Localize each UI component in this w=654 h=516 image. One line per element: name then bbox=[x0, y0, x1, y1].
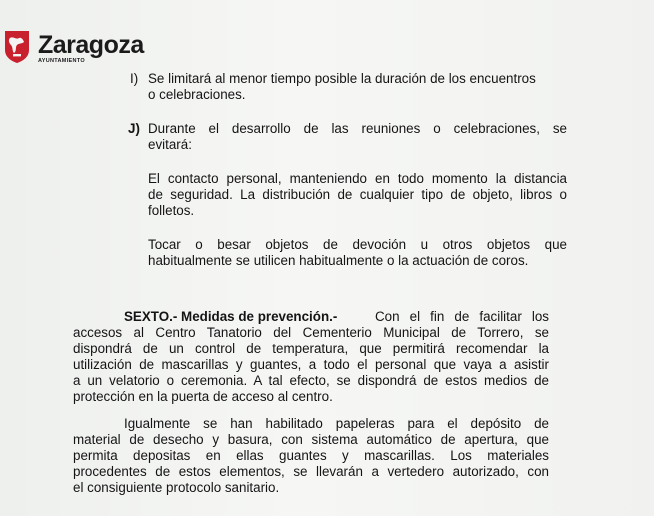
item-i-line1: Se limitará al menor tiempo posible la duración de los encuentros bbox=[148, 71, 536, 86]
sexto-p2-line4: procedentes de estos elementos, se llevarán a vertedero autorizado, con bbox=[73, 464, 549, 479]
sexto-p1-line5: a un velatorio o ceremonia. A tal efecto, se dispondrá de estos medios de bbox=[73, 373, 549, 388]
sexto-p1-line4: utilización de mascarillas y guantes, a todo el personal que vaya a asistir bbox=[73, 357, 549, 372]
sexto-p1-line2: accesos al Centro Tanatorio del Cementerio Municipal de Torrero, se bbox=[73, 325, 549, 340]
item-j-sub1-line1: El contacto personal, manteniendo en todo momento la distancia bbox=[148, 171, 567, 186]
sexto-p1-line6: protección en la puerta de acceso al centro. bbox=[73, 389, 333, 404]
item-i-line2: o celebraciones. bbox=[148, 87, 246, 102]
sexto-p2-line1: Igualmente se han habilitado papeleras para el depósito de bbox=[124, 416, 549, 431]
sexto-p2-line5: el consiguiente protocolo sanitario. bbox=[73, 480, 280, 495]
item-j-line2: evitará: bbox=[148, 137, 192, 152]
logo-wordmark: Zaragoza bbox=[38, 31, 144, 59]
item-j-sub2-line2: habitualmente se utilicen habitualmente o la actuación de coros. bbox=[148, 253, 529, 268]
sexto-p2-line2: material de desecho y basura, con sistema automático de apertura, que bbox=[73, 432, 549, 447]
sexto-p1-line1: Con el fin de facilitar los bbox=[375, 309, 549, 324]
item-j-sub2-line1: Tocar o besar objetos de devoción u otros objetos que bbox=[148, 237, 567, 252]
item-j-sub1-line2: de seguridad. La distribución de cualquier tipo de objeto, libros o bbox=[148, 187, 567, 202]
item-j-line1: Durante el desarrollo de las reuniones o celebraciones, se bbox=[148, 121, 567, 136]
sexto-heading: SEXTO.- Medidas de prevención.- bbox=[124, 309, 338, 324]
sexto-p1-line3: dispondrá de un control de temperatura, que permitirá recomendar la bbox=[73, 341, 549, 356]
sexto-p2-line3: permita depositas en ellas guantes y mascarillas. Los materiales bbox=[73, 448, 549, 463]
item-j-sub1-line3: folletos. bbox=[148, 203, 195, 218]
logo-subtitle: AYUNTAMIENTO bbox=[38, 58, 85, 64]
item-j-label: J) bbox=[128, 121, 140, 136]
item-i-label: I) bbox=[130, 71, 139, 86]
zaragoza-shield-icon bbox=[4, 30, 30, 64]
